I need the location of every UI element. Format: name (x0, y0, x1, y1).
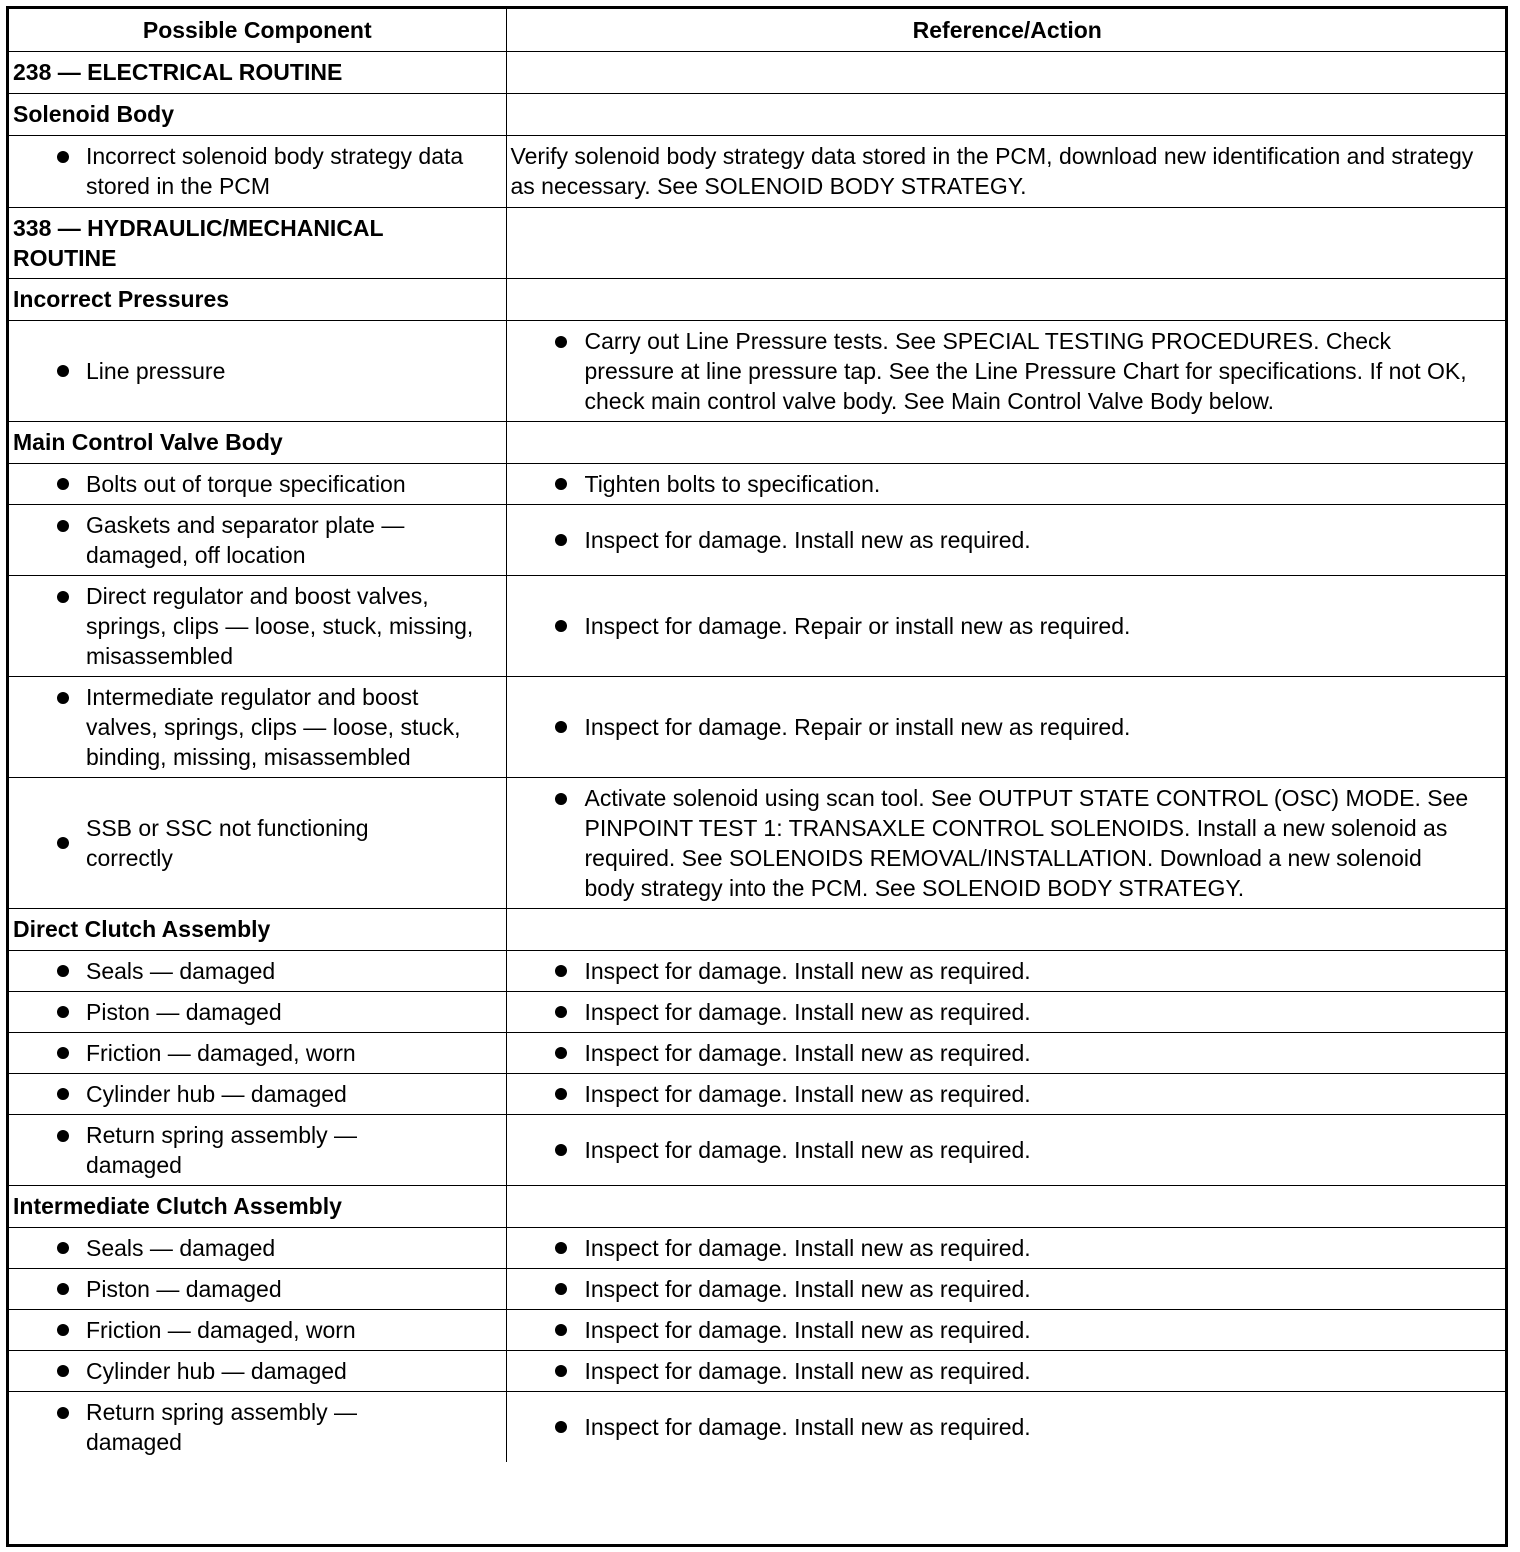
component-cell: Seals — damaged (9, 1227, 506, 1268)
component-cell: Intermediate regulator and boost valves, springs, clips — loose, stuck, binding, missing, misassembled (9, 676, 506, 777)
column-header-action: Reference/Action (506, 9, 1508, 51)
action-cell: Inspect for damage. Install new as required. (506, 1309, 1508, 1350)
table-row (9, 320, 1508, 421)
action-cell: Inspect for damage. Install new as required. (506, 1268, 1508, 1309)
action-cell: Verify solenoid body strategy data stored in the PCM, download new identification and strategy as necessary. See SOLENOID BODY STRATEGY. (506, 135, 1508, 207)
action-cell: Inspect for damage. Repair or install new as required. (506, 575, 1508, 676)
empty-cell (506, 1185, 1508, 1227)
component-cell: Seals — damaged (9, 950, 506, 991)
component-cell: SSB or SSC not functioning correctly (9, 777, 506, 908)
group-title: Incorrect Pressures (9, 278, 506, 320)
empty-cell (506, 207, 1508, 278)
table-row (9, 1268, 1508, 1309)
diagnostic-table-frame (6, 6, 1508, 1547)
action-cell: Activate solenoid using scan tool. See OUTPUT STATE CONTROL (OSC) MODE. See PINPOINT TEST 1: TRANSAXLE CONTROL SOLENOIDS. Install a new solenoid as required. See SOLENOIDS REMOVAL/INSTALLATION. Download a new solenoid body strategy into the PCM. See SOLENOID BODY STRATEGY. (506, 777, 1508, 908)
action-cell: Inspect for damage. Install new as required. (506, 991, 1508, 1032)
component-cell: Line pressure (9, 320, 506, 421)
table-row (9, 1391, 1508, 1462)
section-title: 338 — HYDRAULIC/MECHANICAL ROUTINE (9, 207, 506, 278)
action-cell: Carry out Line Pressure tests. See SPECIAL TESTING PROCEDURES. Check pressure at line pressure tap. See the Line Pressure Chart for specifications. If not OK, check main control valve body. See Main Control Valve Body below. (506, 320, 1508, 421)
component-cell: Direct regulator and boost valves, springs, clips — loose, stuck, missing, misassembled (9, 575, 506, 676)
component-cell: Bolts out of torque specification (9, 463, 506, 504)
action-cell: Inspect for damage. Install new as required. (506, 1032, 1508, 1073)
action-cell: Inspect for damage. Install new as required. (506, 1073, 1508, 1114)
section-row (9, 207, 1508, 278)
component-cell: Friction — damaged, worn (9, 1032, 506, 1073)
action-cell: Inspect for damage. Install new as required. (506, 1350, 1508, 1391)
table-row (9, 676, 1508, 777)
header-row (9, 9, 1508, 51)
component-cell: Friction — damaged, worn (9, 1309, 506, 1350)
group-title: Direct Clutch Assembly (9, 908, 506, 950)
component-cell: Return spring assembly — damaged (9, 1114, 506, 1185)
table-row (9, 1114, 1508, 1185)
action-cell: Inspect for damage. Install new as required. (506, 1227, 1508, 1268)
action-cell: Inspect for damage. Install new as required. (506, 950, 1508, 991)
group-row (9, 278, 1508, 320)
table-row (9, 135, 1508, 207)
component-cell: Piston — damaged (9, 991, 506, 1032)
group-row (9, 421, 1508, 463)
column-header-component: Possible Component (9, 9, 506, 51)
component-cell: Return spring assembly — damaged (9, 1391, 506, 1462)
empty-cell (506, 908, 1508, 950)
table-row (9, 575, 1508, 676)
action-cell: Inspect for damage. Repair or install new as required. (506, 676, 1508, 777)
table-row (9, 1032, 1508, 1073)
component-cell: Piston — damaged (9, 1268, 506, 1309)
group-row (9, 908, 1508, 950)
action-cell: Inspect for damage. Install new as required. (506, 1114, 1508, 1185)
group-title: Intermediate Clutch Assembly (9, 1185, 506, 1227)
empty-cell (506, 93, 1508, 135)
action-cell: Inspect for damage. Install new as required. (506, 1391, 1508, 1462)
section-row (9, 51, 1508, 93)
component-cell: Gaskets and separator plate — damaged, off location (9, 504, 506, 575)
empty-cell (506, 421, 1508, 463)
action-cell: Tighten bolts to specification. (506, 463, 1508, 504)
empty-cell (506, 278, 1508, 320)
group-row (9, 1185, 1508, 1227)
empty-cell (506, 51, 1508, 93)
table-row (9, 950, 1508, 991)
diagnostic-table (9, 9, 1508, 1462)
group-title: Solenoid Body (9, 93, 506, 135)
component-cell: Cylinder hub — damaged (9, 1350, 506, 1391)
table-row (9, 991, 1508, 1032)
component-cell: Cylinder hub — damaged (9, 1073, 506, 1114)
table-row (9, 1073, 1508, 1114)
table-row (9, 1350, 1508, 1391)
action-cell: Inspect for damage. Install new as required. (506, 504, 1508, 575)
section-title: 238 — ELECTRICAL ROUTINE (9, 51, 506, 93)
table-row (9, 777, 1508, 908)
table-row (9, 463, 1508, 504)
group-title: Main Control Valve Body (9, 421, 506, 463)
group-row (9, 93, 1508, 135)
table-row (9, 1227, 1508, 1268)
table-row (9, 504, 1508, 575)
component-cell: Incorrect solenoid body strategy data stored in the PCM (9, 135, 506, 207)
table-row (9, 1309, 1508, 1350)
